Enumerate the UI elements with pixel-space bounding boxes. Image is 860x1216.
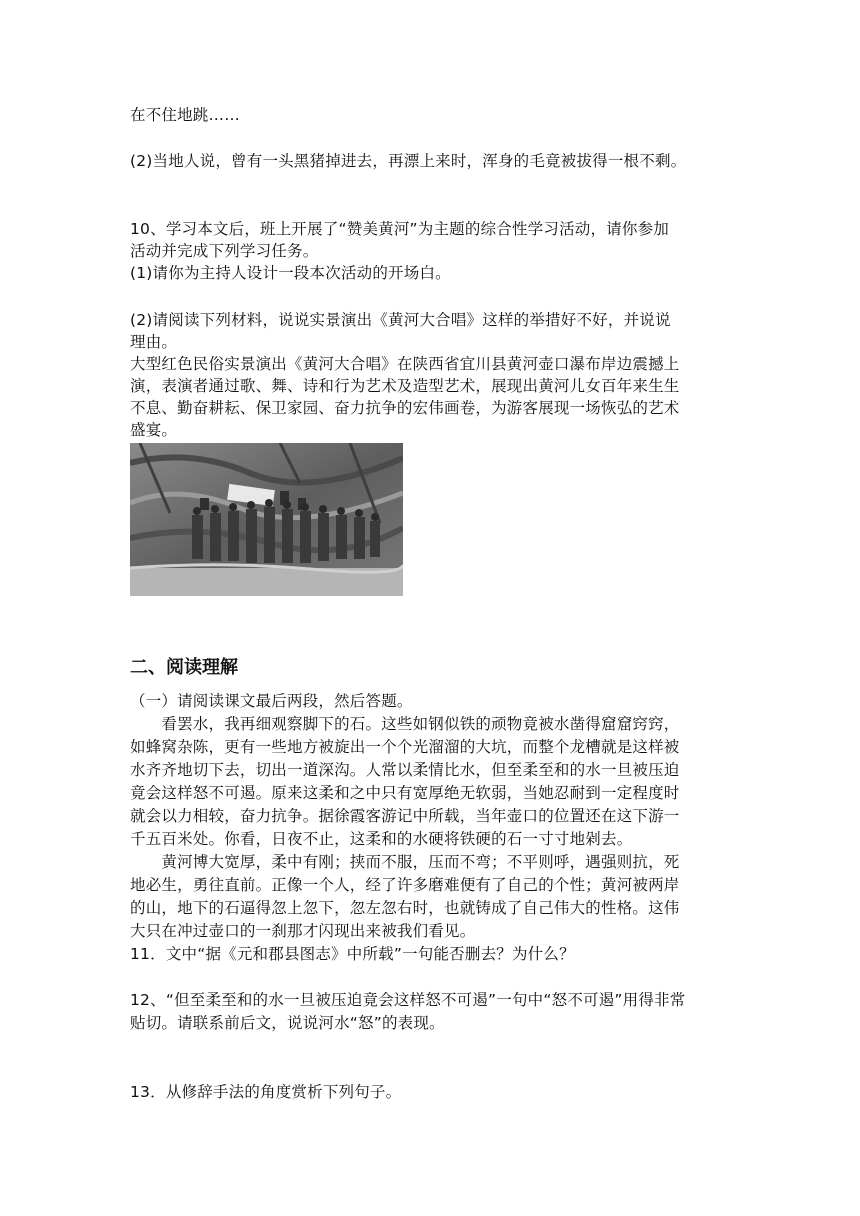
text-line-2: (2)当地人说，曾有一头黑猪掉进去，再漂上来时，浑身的毛竟被拔得一根不剩。 <box>130 152 687 170</box>
question-10-line-2: 活动并完成下列学习任务。 <box>130 242 319 260</box>
material-line-2: 演，表演者通过歌、舞、诗和行为艺术及造型艺术，展现出黄河儿女百年来生生 <box>130 377 680 395</box>
passage-p1-line-5: 就会以力相较，奋力抗争。据徐霞客游记中所载，当年壶口的位置还在这下游一 <box>130 807 680 825</box>
passage-p2-line-4: 大只在冲过壶口的一刹那才闪现出来被我们看见。 <box>130 922 476 940</box>
question-10-task-2-line-2: 理由。 <box>130 333 178 351</box>
passage-p2-line-2: 地必生，勇往直前。正像一个人，经了许多磨难便有了自己的个性；黄河被两岸 <box>130 876 680 894</box>
passage-p1-line-3: 水齐齐地切下去，切出一道深沟。人常以柔情比水，但至柔至和的水一旦被压迫 <box>130 761 680 779</box>
performance-photo <box>130 443 403 596</box>
question-12-line-2: 贴切。请联系前后文，说说河水“怒”的表现。 <box>130 1014 445 1032</box>
section-intro: （一）请阅读课文最后两段，然后答题。 <box>130 692 413 710</box>
passage-p2-line-3: 的山，地下的石逼得忽上忽下，忽左忽右时，也就铸成了自己伟大的性格。这伟 <box>130 899 680 917</box>
section-heading: 二、阅读理解 <box>130 657 238 678</box>
question-10-task-2-line-1: (2)请阅读下列材料，说说实景演出《黄河大合唱》这样的举措好不好，并说说 <box>130 311 671 329</box>
passage-p1-line-4: 竟会这样怒不可遏。原来这柔和之中只有宽厚绝无软弱，当她忍耐到一定程度时 <box>130 784 680 802</box>
passage-p1-line-2: 如蜂窝杂陈，更有一些地方被旋出一个个光溜溜的大坑，而整个龙槽就是这样被 <box>130 738 680 756</box>
question-13: 13．从修辞手法的角度赏析下列句子。 <box>130 1083 402 1101</box>
passage-p1-line-6: 千五百米处。你看，日夜不止，这柔和的水硬将铁硬的石一寸寸地剁去。 <box>130 830 633 848</box>
question-12-line-1: 12、“但至柔至和的水一旦被压迫竟会这样怒不可遏”一句中“怒不可遏”用得非常 <box>130 991 686 1009</box>
passage-p1-line-1: 看罢水，我再细观察脚下的石。这些如钢似铁的顽物竟被水凿得窟窟窍窍， <box>130 715 680 733</box>
material-line-3: 不息、勤奋耕耘、保卫家园、奋力抗争的宏伟画卷，为游客展现一场恢弘的艺术 <box>130 399 680 417</box>
material-line-1: 大型红色民俗实景演出《黄河大合唱》在陕西省宜川县黄河壶口瀑布岸边震撼上 <box>130 355 680 373</box>
text-line-1: 在不住地跳…… <box>130 106 240 124</box>
question-10-line-1: 10、学习本文后，班上开展了“赞美黄河”为主题的综合性学习活动，请你参加 <box>130 220 669 238</box>
question-10-task-1: (1)请你为主持人设计一段本次活动的开场白。 <box>130 264 451 282</box>
question-11: 11．文中“据《元和郡县图志》中所载”一句能否删去？为什么？ <box>130 945 575 963</box>
material-line-4: 盛宴。 <box>130 421 178 439</box>
passage-p2-line-1: 黄河博大宽厚，柔中有刚；挟而不服，压而不弯；不平则呼，遇强则抗，死 <box>130 853 680 871</box>
